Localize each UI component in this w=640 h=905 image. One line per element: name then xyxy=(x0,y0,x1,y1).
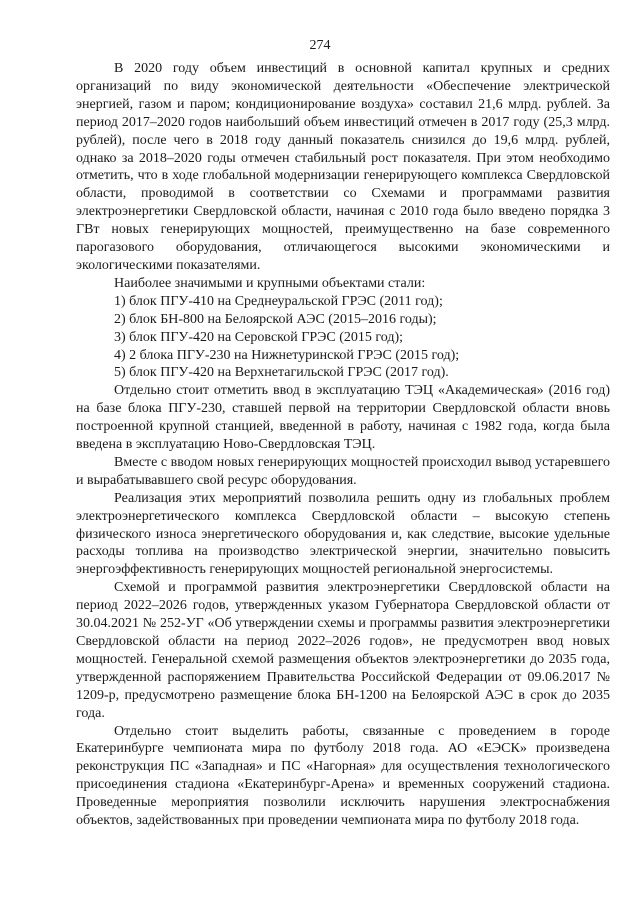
list-item-pgu-420-verkhnetagil: 5) блок ПГУ-420 на Верхнетагильской ГРЭС (2017 год). xyxy=(114,365,449,381)
list-item-bn-800: 2) блок БН-800 на Белоярской АЭС (2015–2016 годы); xyxy=(114,311,437,327)
list-item-pgu-410: 1) блок ПГУ-410 на Среднеуральской ГРЭС (2011 год); xyxy=(114,293,443,309)
paragraph-results: Реализация этих мероприятий позволила решить одну из глобальных проблем электроэнергетического комплекса Свердловской области – высокую степень физического износа энергетического оборудования и, как следствие, высокие удельные расходы топлива на производство электрической энергии, значительно повысить энергоэффективность генерирующих мощностей региональной энергосистемы. xyxy=(76,490,610,578)
list-item-pgu-230: 4) 2 блока ПГУ-230 на Нижнетуринской ГРЭС (2015 год); xyxy=(114,347,460,363)
paragraph-decommissioning: Вместе с вводом новых генерирующих мощностей происходил вывод устаревшего и вырабатывавшего свой ресурс оборудования. xyxy=(76,454,610,488)
list-item-pgu-420-serov: 3) блок ПГУ-420 на Серовской ГРЭС (2015 год); xyxy=(114,329,404,345)
document-body xyxy=(76,60,610,830)
paragraph-world-cup: Отдельно стоит выделить работы, связанные с проведением в городе Екатеринбурге чемпионата мира по футболу 2018 года. АО «ЕЭСК» произведена реконструкция ПС «Западная» и ПС «Нагорная» для осуществления технологического присоединения стадиона «Екатеринбург-Арена» и временных сооружений стадиона. Проведенные мероприятия позволили исключить нарушения электроснабжения объектов, задействованных при проведении чемпионата мира по футболу 2018 года. xyxy=(76,723,610,829)
paragraph-akademicheskaya: Отдельно стоит отметить ввод в эксплуатацию ТЭЦ «Академическая» (2016 год) на базе блока ПГУ-230, ставшей первой на территории Свердловской области вновь построенной крупной станцией, введенной в работу, начиная с 1982 года, когда была введена в эксплуатацию Ново-Свердловская ТЭЦ. xyxy=(76,383,610,453)
paragraph-objects-intro: Наиболее значимыми и крупными объектами стали: xyxy=(114,275,426,291)
paragraph-development-scheme: Схемой и программой развития электроэнергетики Свердловской области на период 2022–2026 годов, утвержденных указом Губернатора Свердловской области от 30.04.2021 № 252-УГ «Об утверждении схемы и программы развития электроэнергетики Свердловской области на период 2022–2026 годов», не предусмотрен ввод новых мощностей. Генеральной схемой размещения объектов электроэнергетики до 2035 года, утвержденной распоряжением Правительства Российской Федерации от 09.06.2017 № 1209-р, предусмотрено размещение блока БН-1200 на Белоярской АЭС в срок до 2035 года. xyxy=(76,580,610,721)
page-number: 274 xyxy=(309,38,331,53)
paragraph-investments: В 2020 году объем инвестиций в основной капитал крупных и средних организаций по виду экономической деятельности «Обеспечение электрической энергией, газом и паром; кондиционирование воздуха» составил 21,6 млрд. рублей. За период 2017–2020 годов наибольший объем инвестиций отмечен в 2017 году (25,3 млрд. рублей), после чего в 2018 году данный показатель снизился до 19,6 млрд. рублей, однако за 2018–2020 годы отмечен стабильный рост показателя. При этом необходимо отметить, что в ходе глобальной модернизации генерирующего комплекса Свердловской области, проводимой в соответствии со Схемами и программами развития электроэнергетики Свердловской области, начиная с 2010 года было введено порядка 3 ГВт новых генерирующих мощностей, преимущественно на базе современного парогазового оборудования, отличающегося высокими экономическими и экологическими показателями. xyxy=(76,61,610,273)
